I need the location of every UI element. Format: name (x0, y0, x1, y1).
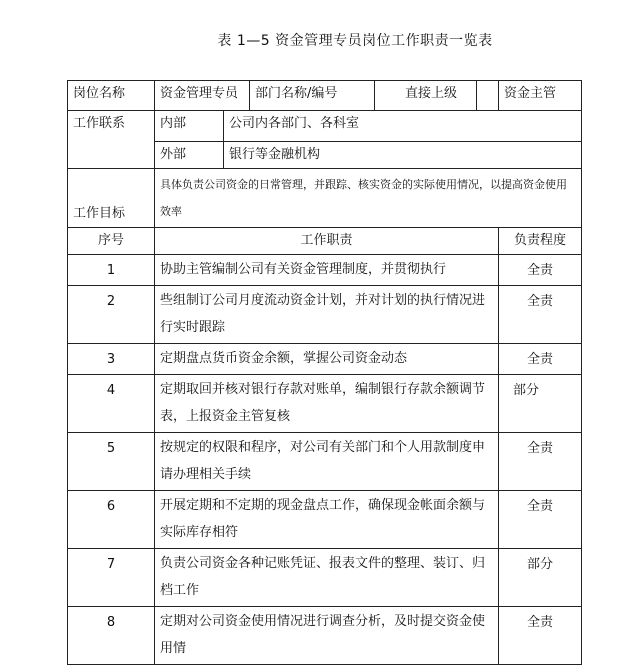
header-row (68, 81, 582, 111)
post-name-value: 资金管理专员 (155, 81, 250, 111)
goal-text: 具体负责公司资金的日常管理，并跟踪、核实资金的实际使用情况，以提高资金使用效率 (155, 169, 582, 228)
table-row (68, 433, 582, 491)
duty-header-num: 序号 (68, 228, 155, 255)
duty-level: 全责 (499, 607, 582, 665)
duty-level: 部分 (499, 549, 582, 607)
job-duty-table (67, 80, 582, 665)
duty-text: 定期盘点货币资金余额，掌握公司资金动态 (155, 344, 499, 375)
table-row (68, 255, 582, 286)
table-row (68, 375, 582, 433)
duty-level: 部分 (499, 375, 582, 433)
dept-value (375, 81, 477, 111)
duty-level: 全责 (499, 286, 582, 344)
external-label: 外部 (155, 142, 224, 169)
supervisor-label-spacer (477, 81, 499, 111)
duty-num: 4 (68, 375, 155, 433)
duty-num: 1 (68, 255, 155, 286)
duty-text: 负责公司资金各种记账凭证、报表文件的整理、装订、归档工作 (155, 549, 499, 607)
table-row (68, 549, 582, 607)
duty-text: 协助主管编制公司有关资金管理制度，并贯彻执行 (155, 255, 499, 286)
goal-label: 工作目标 (68, 169, 155, 228)
duty-level: 全责 (499, 491, 582, 549)
table-row (68, 491, 582, 549)
dept-label: 部门名称/编号 (250, 81, 375, 111)
duty-num: 3 (68, 344, 155, 375)
post-name-label: 岗位名称 (68, 81, 155, 111)
supervisor-value: 资金主管 (499, 81, 582, 111)
table-row (68, 607, 582, 665)
duty-text: 开展定期和不定期的现金盘点工作，确保现金帐面余额与实际库存相符 (155, 491, 499, 549)
goal-row (68, 169, 582, 228)
duty-header-duty: 工作职责 (155, 228, 499, 255)
table-row (68, 344, 582, 375)
duty-header-level: 负责程度 (499, 228, 582, 255)
table-row (68, 286, 582, 344)
duty-text: 些组制订公司月度流动资金计划，并对计划的执行情况进行实时跟踪 (155, 286, 499, 344)
duty-num: 7 (68, 549, 155, 607)
supervisor-label: 直接上级 (405, 86, 458, 101)
duty-header-row (68, 228, 582, 255)
duty-text: 定期对公司资金使用情况进行调查分析，及时提交资金使用情 (155, 607, 499, 665)
internal-label: 内部 (155, 111, 224, 142)
relations-label: 工作联系 (68, 111, 155, 169)
duty-level: 全责 (499, 433, 582, 491)
relations-internal-row (68, 111, 582, 142)
duty-text: 定期取回并核对银行存款对账单，编制银行存款余额调节表，上报资金主管复核 (155, 375, 499, 433)
duty-num: 6 (68, 491, 155, 549)
duty-num: 5 (68, 433, 155, 491)
duty-num: 2 (68, 286, 155, 344)
table-title: 表 1—5 资金管理专员岗位工作职责一览表 (217, 33, 493, 49)
duty-num: 8 (68, 607, 155, 665)
duty-level: 全责 (499, 255, 582, 286)
duty-level: 全责 (499, 344, 582, 375)
internal-value: 公司内各部门、各科室 (224, 111, 582, 142)
external-value: 银行等金融机构 (224, 142, 582, 169)
duty-text: 按规定的权限和程序，对公司有关部门和个人用款制度申请办理相关手续 (155, 433, 499, 491)
